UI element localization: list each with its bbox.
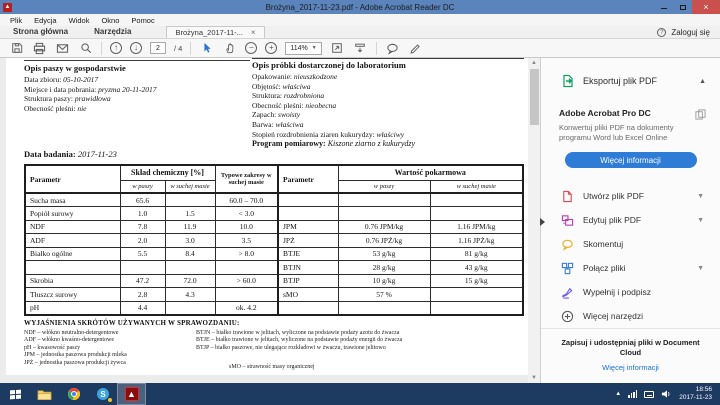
tools-sidebar: [540, 58, 720, 383]
window-controls: [654, 0, 720, 14]
table-row: JPM 0.76 JPM/kg 1.16 JPM/kg: [278, 220, 523, 234]
farm-description-section: [24, 60, 250, 159]
svg-text:S: S: [99, 390, 106, 399]
document-cloud-text: Zapisuj i udostępniaj pliki w Document Cloud: [561, 338, 700, 357]
description-line: Opakowanie: nieuszkodzone: [252, 72, 338, 81]
abbreviations-left-list: [24, 330, 194, 367]
table-row: [278, 301, 523, 315]
sidebar-item-edit-pdf[interactable]: Edytuj plik PDF ▼: [541, 208, 720, 232]
table-row: Sucha masa 65.6 60.0 – 70.0: [25, 193, 278, 207]
table-row: BTJE 53 g/kg 81 g/kg: [278, 247, 523, 261]
sub-header-in-feed: w paszy: [338, 180, 430, 193]
zoom-out-button[interactable]: −: [245, 42, 257, 54]
chem-group-header: Skład chemiczny [%]: [120, 165, 215, 180]
sidebar-tools: [541, 181, 720, 328]
acrobat-reader-icon: ▲: [125, 387, 139, 401]
taskbar-chrome[interactable]: [59, 383, 88, 405]
description-line: Struktura: rozdrobniona: [252, 91, 325, 101]
abbreviations-right-list: [196, 330, 516, 352]
vertical-scrollbar[interactable]: [528, 58, 540, 383]
description-line: Stopień rozdrobnienia ziaren kukurydzy: właściwy: [252, 129, 405, 139]
tab-tools[interactable]: Narzędzia: [94, 27, 132, 36]
farm-description-lines: [24, 75, 250, 113]
table-row: [278, 207, 523, 221]
abbreviation-item: BTJP – białko paszowe, nie ulegające rozkładowi w żwaczu, trawione jelitowo: [196, 344, 386, 351]
sample-description-section: [252, 58, 524, 149]
sub-header-dry-matter: w suchej masie: [430, 180, 523, 193]
table-row: [278, 193, 523, 207]
table-row: JPŻ 0.76 JPŻ/kg 1.16 JPŻ/kg: [278, 234, 523, 248]
export-pdf-icon: [561, 74, 575, 88]
scrollbar-thumb[interactable]: [530, 69, 539, 125]
table-row: Białko ogólne 5.5 8.4 > 8.0: [25, 247, 278, 261]
acrobat-logo-icon: ▲: [4, 4, 11, 10]
abbreviation-item: BTJE – białko trawione w jelitach, wyliczone na podstawie podaży energii do żwacza: [196, 337, 403, 344]
chrome-icon: [67, 387, 81, 401]
taskbar-acrobat-active[interactable]: [117, 383, 146, 405]
more-tools-icon: [561, 310, 574, 323]
param-column-header: Parametr: [25, 165, 120, 193]
menu-item[interactable]: Edycja: [34, 15, 57, 25]
tab-close-icon[interactable]: ×: [250, 27, 256, 37]
chevron-up-icon[interactable]: ▲: [699, 77, 706, 85]
table-row: sMO 57 %: [278, 288, 523, 302]
description-line: Objętość: właściwa: [252, 81, 311, 91]
panel-collapse-icon[interactable]: [540, 218, 545, 226]
copy-icon: [695, 109, 706, 120]
next-page-button[interactable]: ↓: [130, 42, 142, 54]
start-button[interactable]: [0, 383, 30, 405]
abbreviation-item: NDF – włókno neutralno-detergentowe: [24, 330, 119, 336]
export-pdf-panel-header[interactable]: [541, 58, 720, 99]
table-row: Tłuszcz surowy 2.8 4.3: [25, 288, 278, 302]
abbreviation-item: JPM – jednostka paszowa produkcji mleka: [24, 352, 127, 359]
notification-badge: [107, 397, 113, 403]
main-area: [0, 58, 720, 383]
page-width-button[interactable]: [353, 41, 368, 56]
chemical-composition-table: [24, 164, 279, 316]
sidebar-item-comment[interactable]: Skomentuj: [541, 232, 720, 256]
taskbar-clock[interactable]: [679, 386, 712, 402]
more-info-button[interactable]: Więcej informacji: [565, 152, 697, 168]
file-explorer-icon: [37, 388, 52, 401]
tray-expand-icon[interactable]: ▲: [615, 391, 622, 397]
comment-tool-icon[interactable]: [385, 41, 400, 56]
restore-button[interactable]: [673, 0, 692, 14]
search-icon[interactable]: [78, 41, 93, 56]
comment-icon: [561, 238, 574, 251]
windows-taskbar: [0, 383, 720, 405]
exam-date-line: Data badania: 2017-11-23: [24, 149, 117, 160]
hand-tool-button[interactable]: [222, 41, 237, 56]
pdf-page: [6, 58, 528, 375]
zoom-level-value: 114%: [290, 44, 308, 52]
sample-description-lines: [252, 72, 524, 139]
fill-sign-icon: [561, 286, 574, 299]
program-line: Program pomiarowy: Kiszone ziarno z kukurydzy: [252, 139, 416, 149]
abbreviation-item: ADF – włókno kwaśno-detergentowe: [24, 337, 115, 344]
abbreviation-item: BTJN – białko trawione w jelitach, wyliczone na podstawie podaży azotu do żwacza: [196, 330, 400, 336]
table-row: Skrobia 47.2 72.0 > 60.0: [25, 274, 278, 288]
combine-files-icon: [561, 262, 574, 275]
range-column-header: Typowe zakresy w suchej masie: [215, 165, 278, 193]
tab-document[interactable]: [166, 26, 264, 38]
description-line: Zapach: swoisty: [252, 110, 301, 120]
description-line: Data zbioru: 05-10-2017: [24, 75, 99, 84]
farm-section-title: Opis paszy w gospodarstwie: [24, 63, 126, 73]
sub-header-in-feed: w paszy: [120, 180, 165, 193]
chevron-down-icon: ▼: [311, 45, 317, 51]
zoom-in-button[interactable]: +: [265, 42, 277, 54]
help-icon[interactable]: ?: [657, 28, 666, 37]
scroll-up-arrow[interactable]: ▲: [531, 60, 537, 66]
results-tables: [24, 164, 524, 316]
volume-icon[interactable]: [661, 389, 672, 399]
sample-section-title: Opis próbki dostarczonej do laboratorium: [252, 60, 406, 70]
scroll-down-arrow[interactable]: ▼: [531, 375, 537, 381]
zoom-level-dropdown[interactable]: [285, 42, 321, 55]
sidebar-item-combine-files[interactable]: Połącz pliki ▼: [541, 256, 720, 280]
chevron-down-icon[interactable]: ▼: [697, 192, 704, 200]
clock-time: 18:56: [695, 386, 712, 393]
edit-pdf-icon: [561, 214, 574, 227]
tab-document-label: Brożyna_2017-11-...: [175, 28, 243, 37]
tabbar: [0, 26, 720, 39]
window-title: Brożyna_2017-11-23.pdf - Adobe Acrobat Reader DC: [265, 2, 455, 12]
abbreviations-section: [24, 319, 519, 370]
export-pdf-label: Eksportuj plik PDF: [583, 76, 658, 86]
description-line: Struktura paszy: prawidłowa: [24, 94, 111, 104]
sidebar-item-more-tools[interactable]: Więcej narzędzi: [541, 304, 720, 328]
menu-item[interactable]: Pomoc: [131, 15, 155, 25]
taskbar-file-explorer[interactable]: [30, 383, 59, 405]
tab-home[interactable]: Strona główna: [13, 27, 69, 36]
taskbar-skype[interactable]: [88, 383, 117, 405]
nutrition-group-header: Wartość pokarmowa: [338, 165, 523, 180]
page-number-input[interactable]: 2: [150, 42, 166, 54]
table-row: ADF 2.0 3.0 3.5: [25, 234, 278, 248]
abbreviation-item: JPŻ – jednostka paszowa produkcji żywca: [24, 359, 126, 366]
more-info-link[interactable]: Więcej informacji: [602, 363, 659, 372]
description-line: Miejsce i data pobrania: pryzma 20-11-2017: [24, 84, 157, 94]
promo-title: Adobe Acrobat Pro DC: [559, 108, 651, 118]
description-line: Obecność pleśni: nieobecna: [252, 100, 337, 110]
abbreviations-title: WYJAŚNIENIA SKRÓTÓW UŻYWANYCH W SPRAWOZDANIU:: [24, 319, 240, 327]
table-row: BTJP 10 g/kg 15 g/kg: [278, 274, 523, 288]
table-row: BTJN 28 g/kg 43 g/kg: [278, 261, 523, 275]
network-signal-icon[interactable]: [628, 390, 637, 398]
close-button[interactable]: ×: [692, 0, 720, 14]
create-pdf-icon: [561, 190, 574, 203]
smo-note: sMO – strawność masy organicznej: [229, 364, 315, 370]
previous-page-button[interactable]: ↑: [110, 42, 122, 54]
pencil-tool-icon[interactable]: [408, 41, 423, 56]
table-row: Popiół surowy 1.0 1.5 < 3.0: [25, 207, 278, 221]
windows-logo-icon: [10, 389, 21, 399]
email-button[interactable]: [55, 41, 70, 56]
save-button[interactable]: [9, 41, 24, 56]
nutrition-value-table: [277, 164, 524, 316]
system-tray: [615, 383, 720, 405]
menu-item[interactable]: Plik: [10, 15, 23, 25]
document-cloud-footer: [541, 328, 720, 383]
sign-in-area: [657, 28, 710, 38]
select-tool-button[interactable]: [199, 41, 214, 56]
page-count-label: / 4: [174, 43, 183, 53]
menu-item[interactable]: Widok: [68, 15, 90, 25]
param-column-header: Parametr: [278, 165, 338, 193]
abbreviation-item: pH – kwasowość paszy: [24, 344, 81, 351]
table-row: NDF 7.8 11.9 10.0: [25, 220, 278, 234]
chevron-down-icon[interactable]: ▼: [697, 264, 704, 272]
table-row: [25, 261, 278, 275]
sign-in-button[interactable]: Zaloguj się: [671, 28, 710, 37]
description-line: Barwa: właściwa: [252, 119, 304, 129]
promo-text: Konwertuj pliki PDF na dokumenty programu Word lub Excel Online: [559, 123, 674, 142]
print-button[interactable]: [32, 41, 47, 56]
fit-page-button[interactable]: [330, 41, 345, 56]
toolbar: [0, 39, 720, 58]
table-row: pH 4.4 ok. 4.2: [25, 301, 278, 315]
menubar: [0, 14, 720, 26]
description-line: Obecność pleśni: nie: [24, 103, 87, 113]
menu-item[interactable]: Okno: [101, 15, 120, 25]
sidebar-item-fill-sign[interactable]: Wypełnij i podpisz: [541, 280, 720, 304]
clock-date: 2017-11-23: [679, 394, 712, 401]
minimize-button[interactable]: [654, 0, 673, 14]
sub-header-dry-matter: w suchej masie: [165, 180, 215, 193]
acrobat-pro-promo: [541, 99, 720, 181]
titlebar: [0, 0, 720, 14]
document-viewport: [0, 58, 540, 383]
sidebar-item-create-pdf[interactable]: Utwórz plik PDF ▼: [541, 184, 720, 208]
chevron-down-icon[interactable]: ▼: [697, 216, 704, 224]
touch-keyboard-icon[interactable]: [644, 391, 654, 398]
